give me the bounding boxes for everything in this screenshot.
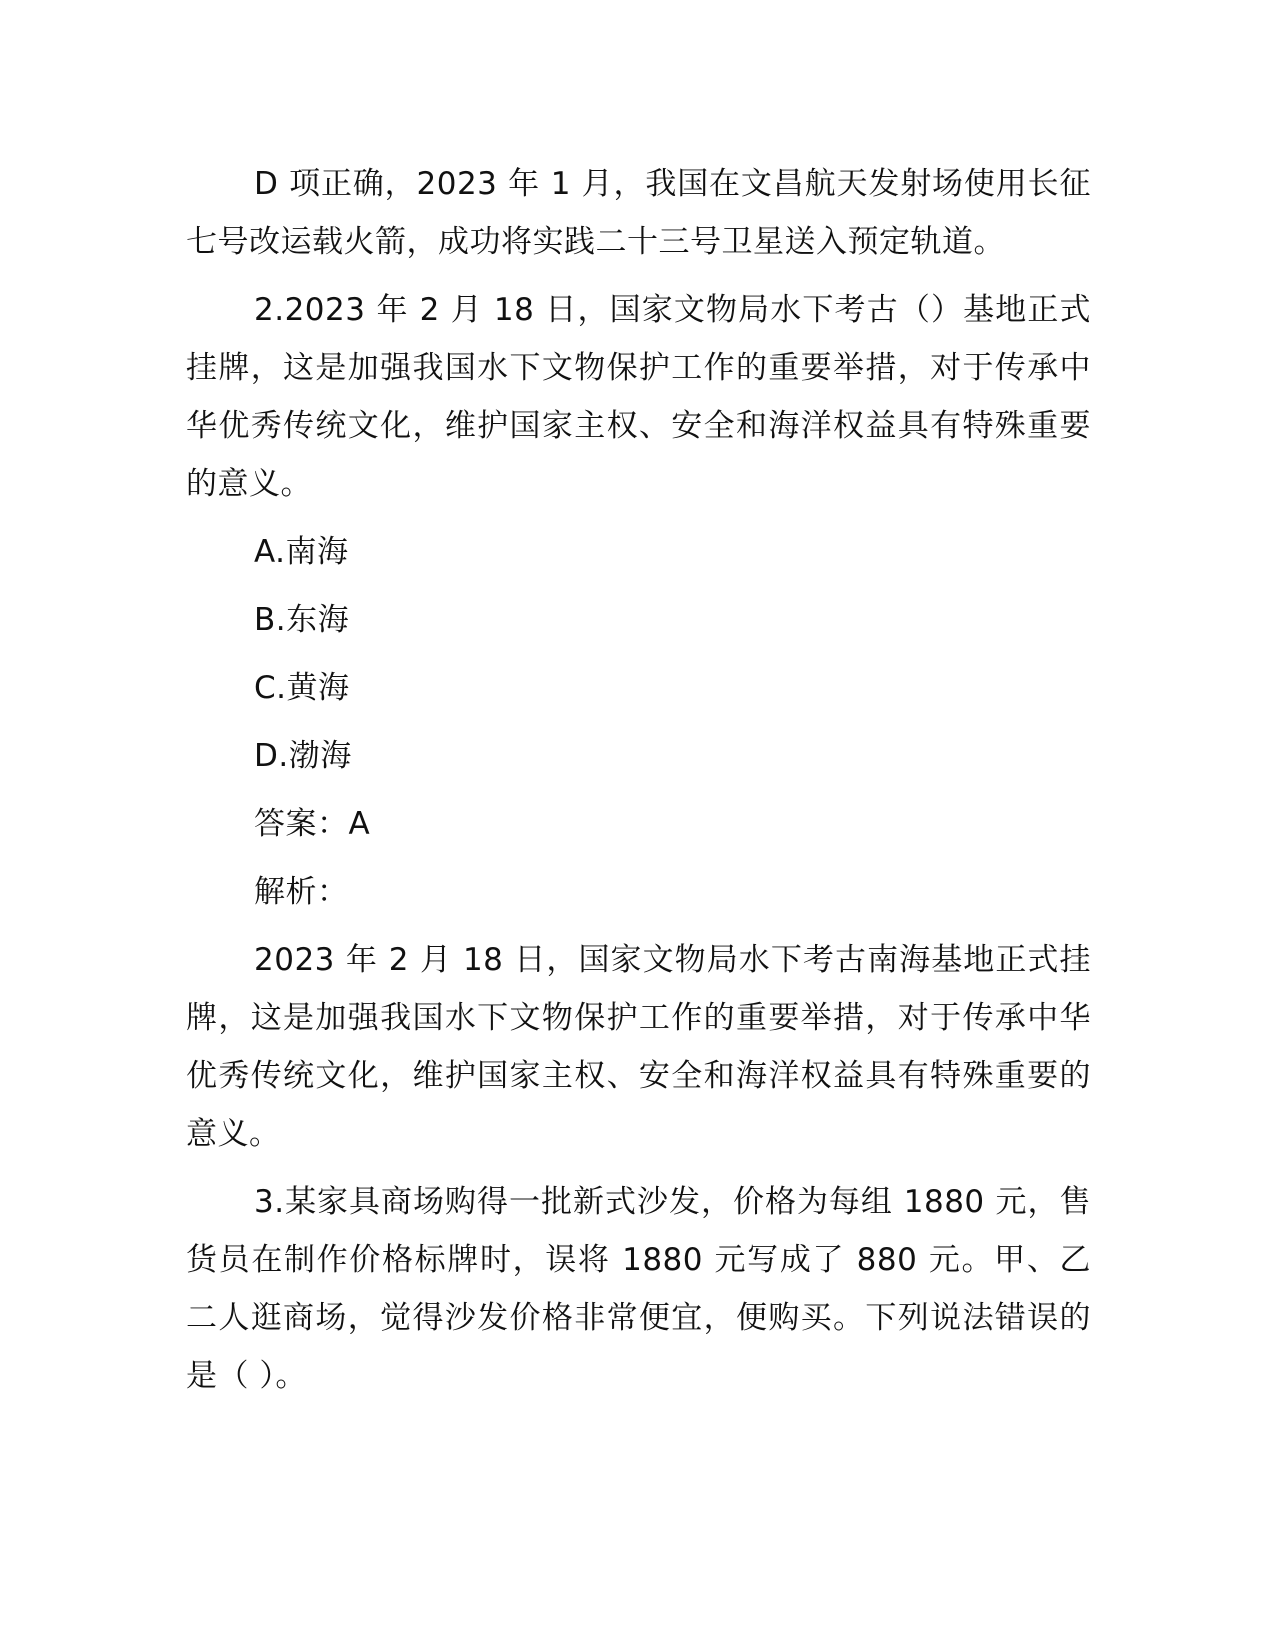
analysis-label: 解析： — [254, 874, 349, 910]
answer-line: 答案：A — [254, 806, 371, 842]
option-d: D.渤海 — [254, 738, 352, 774]
document-content — [186, 155, 1091, 1415]
paragraph-d-correct: D 项正确，2023 年 1 月，我国在文昌航天发射场使用长征七号改运载火箭，成功将实践二十三号卫星送入预定轨道。 — [186, 166, 1091, 260]
option-a: A.南海 — [254, 534, 349, 570]
question-2: 2.2023 年 2 月 18 日，国家文物局水下考古（）基地正式挂牌，这是加强我国水下文物保护工作的重要举措，对于传承中华优秀传统文化，维护国家主权、安全和海洋权益具有特殊重要的意义。 — [186, 292, 1091, 502]
option-b: B.东海 — [254, 602, 350, 638]
question-3: 3.某家具商场购得一批新式沙发，价格为每组 1880 元，售货员在制作价格标牌时，误将 1880 元写成了 880 元。甲、乙二人逛商场，觉得沙发价格非常便宜，便购买。下列说法错误的是（ ）。 — [186, 1184, 1091, 1394]
option-c: C.黄海 — [254, 670, 350, 706]
analysis-text: 2023 年 2 月 18 日，国家文物局水下考古南海基地正式挂牌，这是加强我国水下文物保护工作的重要举措，对于传承中华优秀传统文化，维护国家主权、安全和海洋权益具有特殊重要的意义。 — [186, 942, 1091, 1152]
